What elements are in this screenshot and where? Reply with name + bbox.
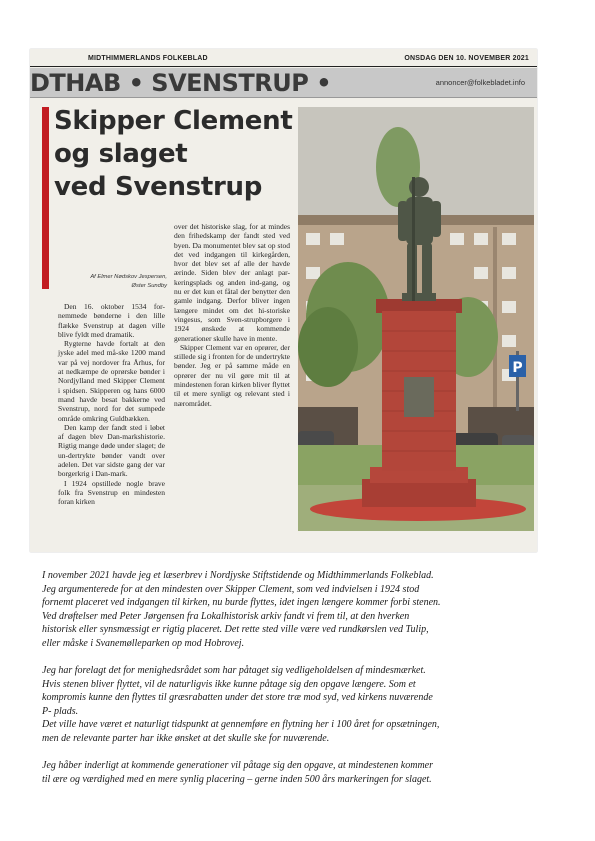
newspaper-name: MIDTHIMMERLANDS FOLKEBLAD [88,55,208,62]
letter-paragraph [42,664,572,745]
article-paragraph: Den kamp der fandt sted i løbet af dagen blev Dan-markshistorie. Rigtig mange døde under slaget; de un-dertrykte bønder vandt over adelen. Det var sidste gang der var borgerkrig i Dan-mark. [58,422,165,479]
byline-location: Øster Sundby [131,282,167,289]
article-paragraph: I 1924 opstillede nogle brave folk fra Svenstrup en mindesten foran kirken [58,478,165,507]
section-title: DTHAB • SVENSTRUP • [30,69,332,97]
headline-line: ved Svenstrup [54,172,263,202]
article-paragraph: Rygterne havde fortalt at den jyske adel med må-ske 1200 mand var på vej nordover fra Århus, for at nedkæmpe de oprørske bønder i Nordjylland med Skipper Clement i spidsen. Skipperen og hans 6000 mand havde besat bakkerne ved Svenstrup, nord for det sumpede område omkring Guldbækken. [58,339,165,423]
issue-date: ONSDAG DEN 10. NOVEMBER 2021 [404,55,529,62]
article-paragraph: over det historiske slag, for at mindes den frihedskamp der fandt sted ved byen. Da monumentet blev sat op stod det ved indgangen til kirkegården, hvor det blev set af alle der havde ærinde. Siden blev der anlagt par-keringsplads og anden ind-gang, og nu er det kun et fåtal der benytter den gamle indgang. Derfor bliver ingen længere mindet om det hi-storiske vingesus, som Sven-strupborgere i 1924 ønskede at kommende generationer skulle have in mente. [174,222,290,343]
article-byline [54,273,167,290]
letter-text [42,569,572,800]
letter-line: kompromis kunne den flyttes til græsrabatten under det store træ mod syd, ved kirkens nuværende [42,692,433,703]
monument-photo [298,107,534,531]
article-column-1 [58,302,165,507]
article-column-2 [174,222,290,408]
letter-line: I november 2021 havde jeg et læserbrev i Nordjyske Stiftstidende og Midthimmerlands Folkeblad. [42,570,434,581]
article-paragraph: Den 16. oktober 1534 for-nemmede bønderne i den lille flække Svenstrup at dagen ville blive fyldt med dramatik. [58,302,165,339]
masthead [30,49,537,67]
letter-line: til ære og værdighed med en mere synlig placering – gerne inden 500 års markeringen for slaget. [42,773,432,785]
letter-line: P- plads. [42,705,79,717]
letter-line: Hvis stenen bliver flyttet, vil de naturligvis ikke kunne påtage sig den opgave længere. Som et [42,678,416,690]
byline-author: Af Elmer Nødskov Jespersen, [90,274,167,280]
letter-line: Jeg har forelagt det for menighedsrådet som har påtaget sig vedligeholdelsen af mindesmærket. [42,665,426,676]
headline-line: og slaget [54,139,188,169]
letter-line: eller måske i Svanemølleparken op mod Hobrovej. [42,637,245,649]
newspaper-clipping [30,49,537,552]
ad-email: annoncer@folkebladet.info [435,78,525,87]
headline-accent-bar [42,107,49,289]
letter-line: Jeg argumenterede for at den mindesten over Skipper Clement, som ved indvielsen i 1924 stod [42,583,420,595]
letter-paragraph [42,569,572,650]
letter-line: Ved drøftelser med Peter Jørgensen fra Lokalhistorisk arkiv fandt vi frem til, at den hverken [42,610,410,622]
article-headline [54,105,294,204]
letter-line: fornemt placeret ved indgangen til kirken, nu burde flyttes, idet ingen længere kommer forbi stenen. [42,597,441,608]
letter-line: Det ville have været et naturligt tidspunkt at gennemføre en flytning her i 100 året for opsætningen, [42,719,440,730]
letter-line: men de relevante parter har ikke ønsket at det skulle ske for nuværende. [42,732,330,744]
statue-photo-illustration [298,107,534,531]
letter-paragraph [42,759,572,786]
parking-sign-label: P [512,360,523,376]
section-bar [30,68,537,98]
letter-line: Jeg håber inderligt at kommende generationer vil påtage sig den opgave, at mindestenen kommer [42,760,434,771]
headline-line: Skipper Clement [54,106,293,136]
article-paragraph: Skipper Clement var en oprører, der stillede sig i fronten for de undertrykte bønder. Jeg er på samme måde en oprører der nu vil gøre mit til at mindestenen foran kirken bliver flyttet til et mere synligt og relevant sted i nærområdet. [174,342,290,408]
letter-line: historisk eller synsmæssigt er rigtig placeret. Det rette sted ville være ved rundkørslen ved Tulip, [42,624,429,635]
